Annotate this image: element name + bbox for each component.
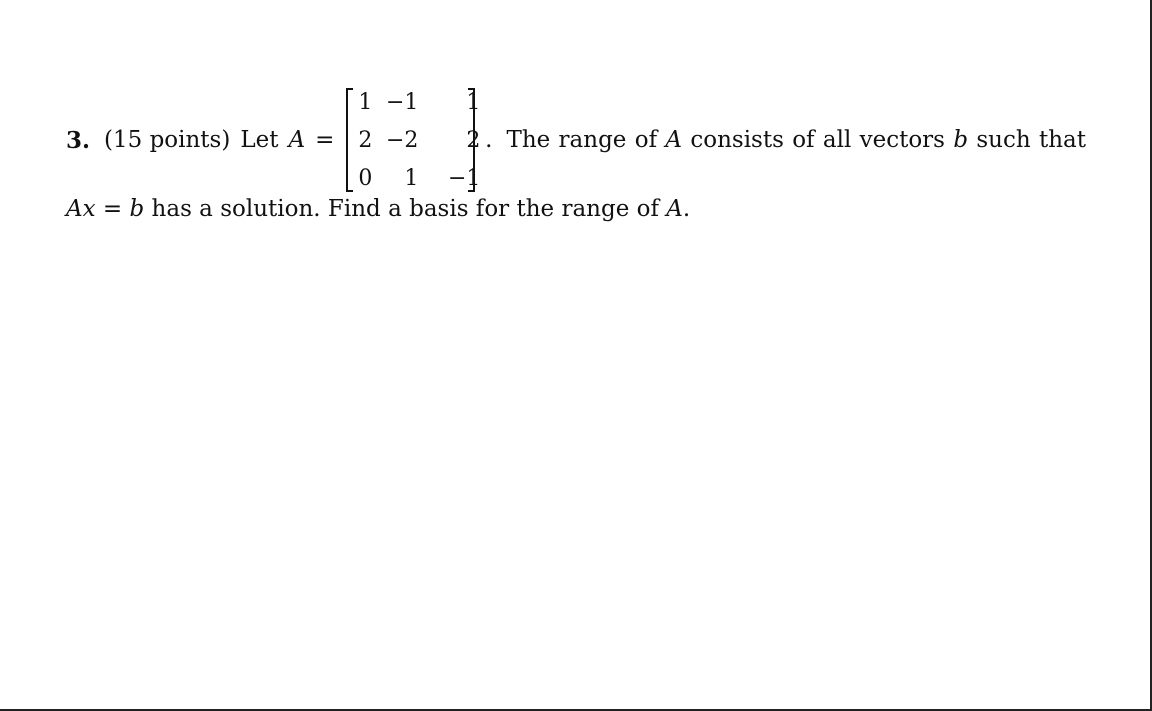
range-statement <box>506 126 1086 153</box>
problem-line-1 <box>66 86 1086 194</box>
matrix-cell: 1 <box>404 166 419 191</box>
problem-line-2 <box>66 198 1086 221</box>
range-text-3: such that <box>976 126 1086 153</box>
matrix-cell: 2 <box>466 128 481 153</box>
vector-variable-b: b <box>953 126 969 153</box>
question-variable-A: A <box>666 196 683 222</box>
matrix-cell: −2 <box>385 128 419 153</box>
range-text-2: consists of all vectors <box>690 126 945 153</box>
equation-b: b <box>129 196 145 222</box>
let-word: Let <box>240 126 279 153</box>
matrix-A <box>346 88 481 192</box>
problem-points: (15 points) <box>104 126 231 153</box>
matrix-cell: −1 <box>385 90 419 115</box>
matrix-cell: −1 <box>447 166 481 191</box>
matrix-variable: A <box>288 126 306 153</box>
matrix-period: . <box>485 126 493 153</box>
equation-equals: = <box>102 196 123 222</box>
range-variable-A: A <box>665 126 683 153</box>
question-text: has a solution. Find a basis for the range of <box>151 196 659 222</box>
equation-Ax: Ax <box>66 196 96 222</box>
matrix-cell: 1 <box>358 90 373 115</box>
right-bracket <box>468 88 475 192</box>
matrix-cell: 0 <box>358 166 373 191</box>
problem-number: 3. <box>66 126 91 154</box>
matrix-cell: 1 <box>466 90 481 115</box>
matrix-cell: 2 <box>358 128 373 153</box>
equals-sign: = <box>315 126 335 153</box>
question-period: . <box>682 196 691 222</box>
problem-3 <box>66 86 1086 221</box>
range-text-1: The range of <box>506 126 658 153</box>
